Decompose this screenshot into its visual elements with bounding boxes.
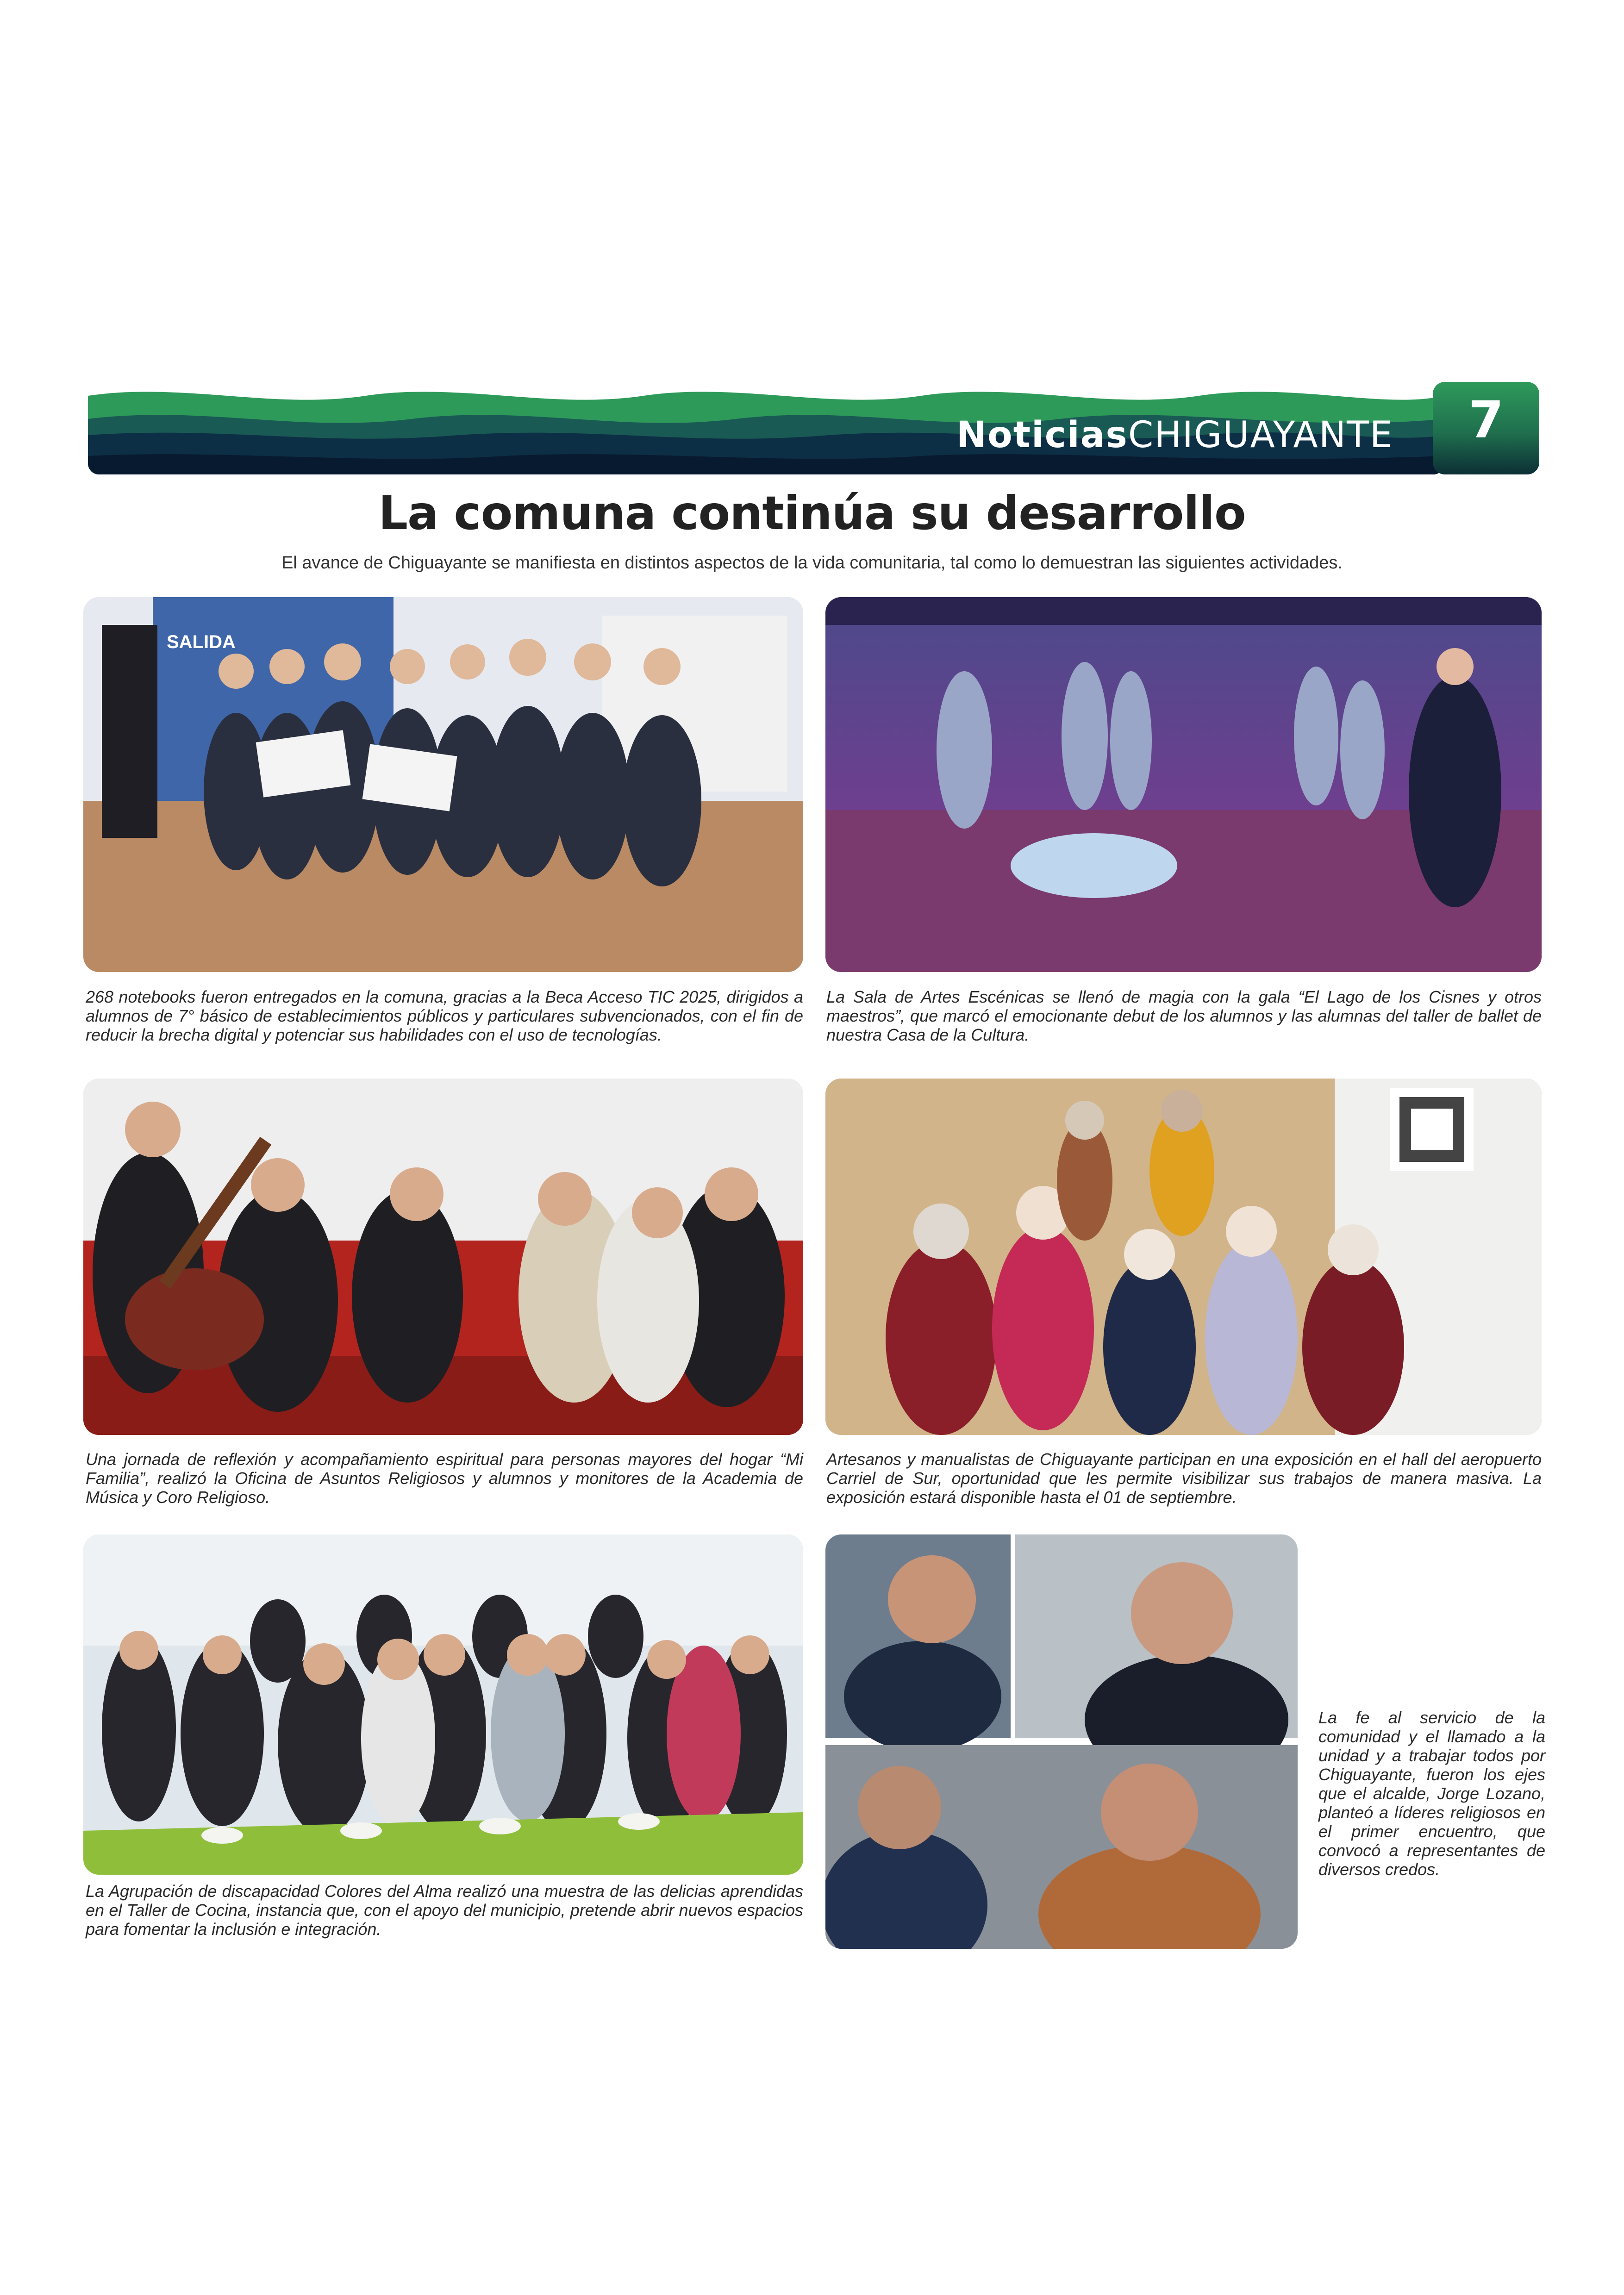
caption-jornada: Una jornada de reflexión y acompañamiento espiritual para personas mayores del hogar “Mi Familia”, realizó la Oficina de Asuntos Religiosos y alumnos y monitores de la Academia de Música y Coro Religioso.	[86, 1450, 803, 1507]
caption-notebooks: 268 notebooks fueron entregados en la comuna, gracias a la Beca Acceso TIC 2025, dirigidos a alumnos de 7° básico de establecimientos públicos y particulares subvencionados, con el fin de reducir la brecha digital y potenciar sus habilidades con el uso de tecnologías.	[86, 987, 803, 1044]
photo-ballet	[825, 597, 1542, 972]
section-banner	[88, 382, 1444, 474]
page-deck: El avance de Chiguayante se manifiesta en distintos aspectos de la vida comunitaria, tal como lo demuestran las siguientes actividades.	[281, 553, 1343, 573]
section-title	[956, 414, 1393, 456]
page-number: 7	[1468, 390, 1504, 449]
photo-notebooks	[83, 597, 803, 972]
page-headline: La comuna continúa su desarrollo	[378, 486, 1246, 540]
caption-artesanos: Artesanos y manualistas de Chiguayante participan en una exposición en el hall del aeropuerto Carriel de Sur, oportunidad que les permite visibilizar sus trabajos de manera masiva. La exposición estará disponible hasta el 01 de septiembre.	[826, 1450, 1542, 1507]
photo-colores	[83, 1534, 803, 1875]
caption-fe: La fe al servicio de la comunidad y el llamado a la unidad y a trabajar todos por Chiguayante, fueron los ejes que el alcalde, Jorge Lozano, planteó a líderes religiosos en el primer encuentro, que convocó a representantes de diversos credos.	[1318, 1708, 1545, 1879]
photo-artesanos	[825, 1079, 1542, 1435]
section-title-bold: Noticias	[956, 414, 1128, 456]
photo-fe	[825, 1534, 1298, 1949]
caption-ballet: La Sala de Artes Escénicas se llenó de magia con la gala “El Lago de los Cisnes y otros maestros”, que marcó el emocionante debut de los alumnos y las alumnas del taller de ballet de nuestra Casa de la Cultura.	[826, 987, 1542, 1044]
photo-jornada	[83, 1079, 803, 1435]
page-number-badge	[1433, 382, 1539, 474]
section-title-light: CHIGUAYANTE	[1128, 414, 1393, 456]
photo-sign-text: SALIDA	[167, 632, 236, 652]
caption-colores: La Agrupación de discapacidad Colores del Alma realizó una muestra de las delicias aprendidas en el Taller de Cocina, instancia que, con el apoyo del municipio, pretende abrir nuevos espacios para fomentar la inclusión e integración.	[86, 1882, 803, 1939]
